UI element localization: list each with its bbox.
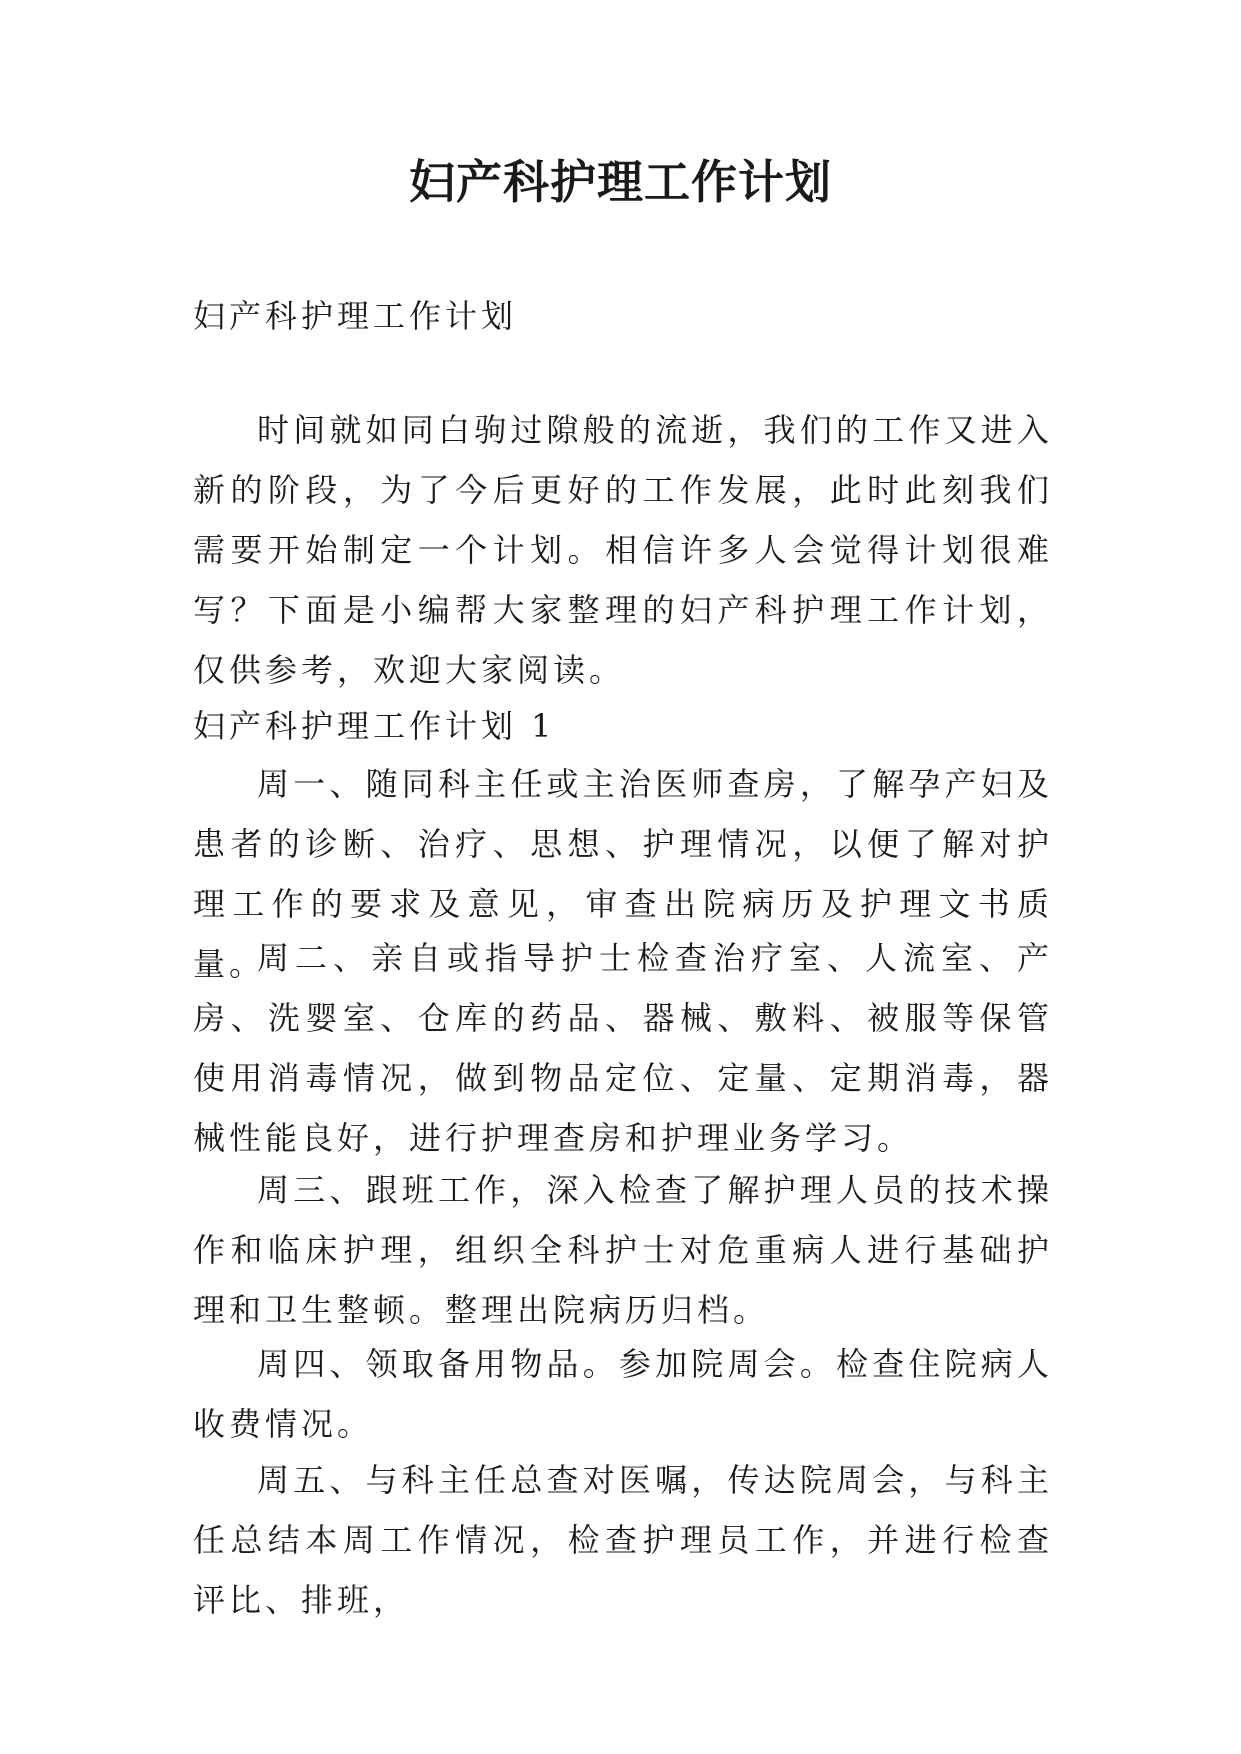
section-heading: 妇产科护理工作计划 1 (193, 707, 556, 745)
paragraph-friday: 周五、与科主任总查对医嘱，传达院周会，与科主任总结本周工作情况，检查护理员工作，并进行检查评比、排班， (193, 1461, 1053, 1619)
document-title: 妇产科护理工作计划 (409, 155, 832, 209)
intro-paragraph: 时间就如同白驹过隙般的流逝，我们的工作又进入新的阶段，为了今后更好的工作发展，此时此刻我们需要开始制定一个计划。相信许多人会觉得计划很难写？下面是小编帮大家整理的妇产科护理工作计划，仅供参考，欢迎大家阅读。 (193, 411, 1053, 689)
document-subtitle: 妇产科护理工作计划 (193, 297, 518, 335)
paragraph-monday: 周一、随同科主任或主治医师查房，了解孕产妇及患者的诊断、治疗、思想、护理情况，以便了解对护理工作的要求及意见，审查出院病历及护理文书质量。 (193, 765, 1053, 983)
paragraph-tuesday: 周二、亲自或指导护士检查治疗室、人流室、产房、洗婴室、仓库的药品、器械、敷料、被服等保管使用消毒情况，做到物品定位、定量、定期消毒，器械性能良好，进行护理查房和护理业务学习。 (193, 939, 1053, 1157)
paragraph-wednesday: 周三、跟班工作，深入检查了解护理人员的技术操作和临床护理，组织全科护士对危重病人进行基础护理和卫生整顿。整理出院病历归档。 (193, 1171, 1053, 1329)
paragraph-thursday: 周四、领取备用物品。参加院周会。检查住院病人收费情况。 (193, 1345, 1053, 1443)
